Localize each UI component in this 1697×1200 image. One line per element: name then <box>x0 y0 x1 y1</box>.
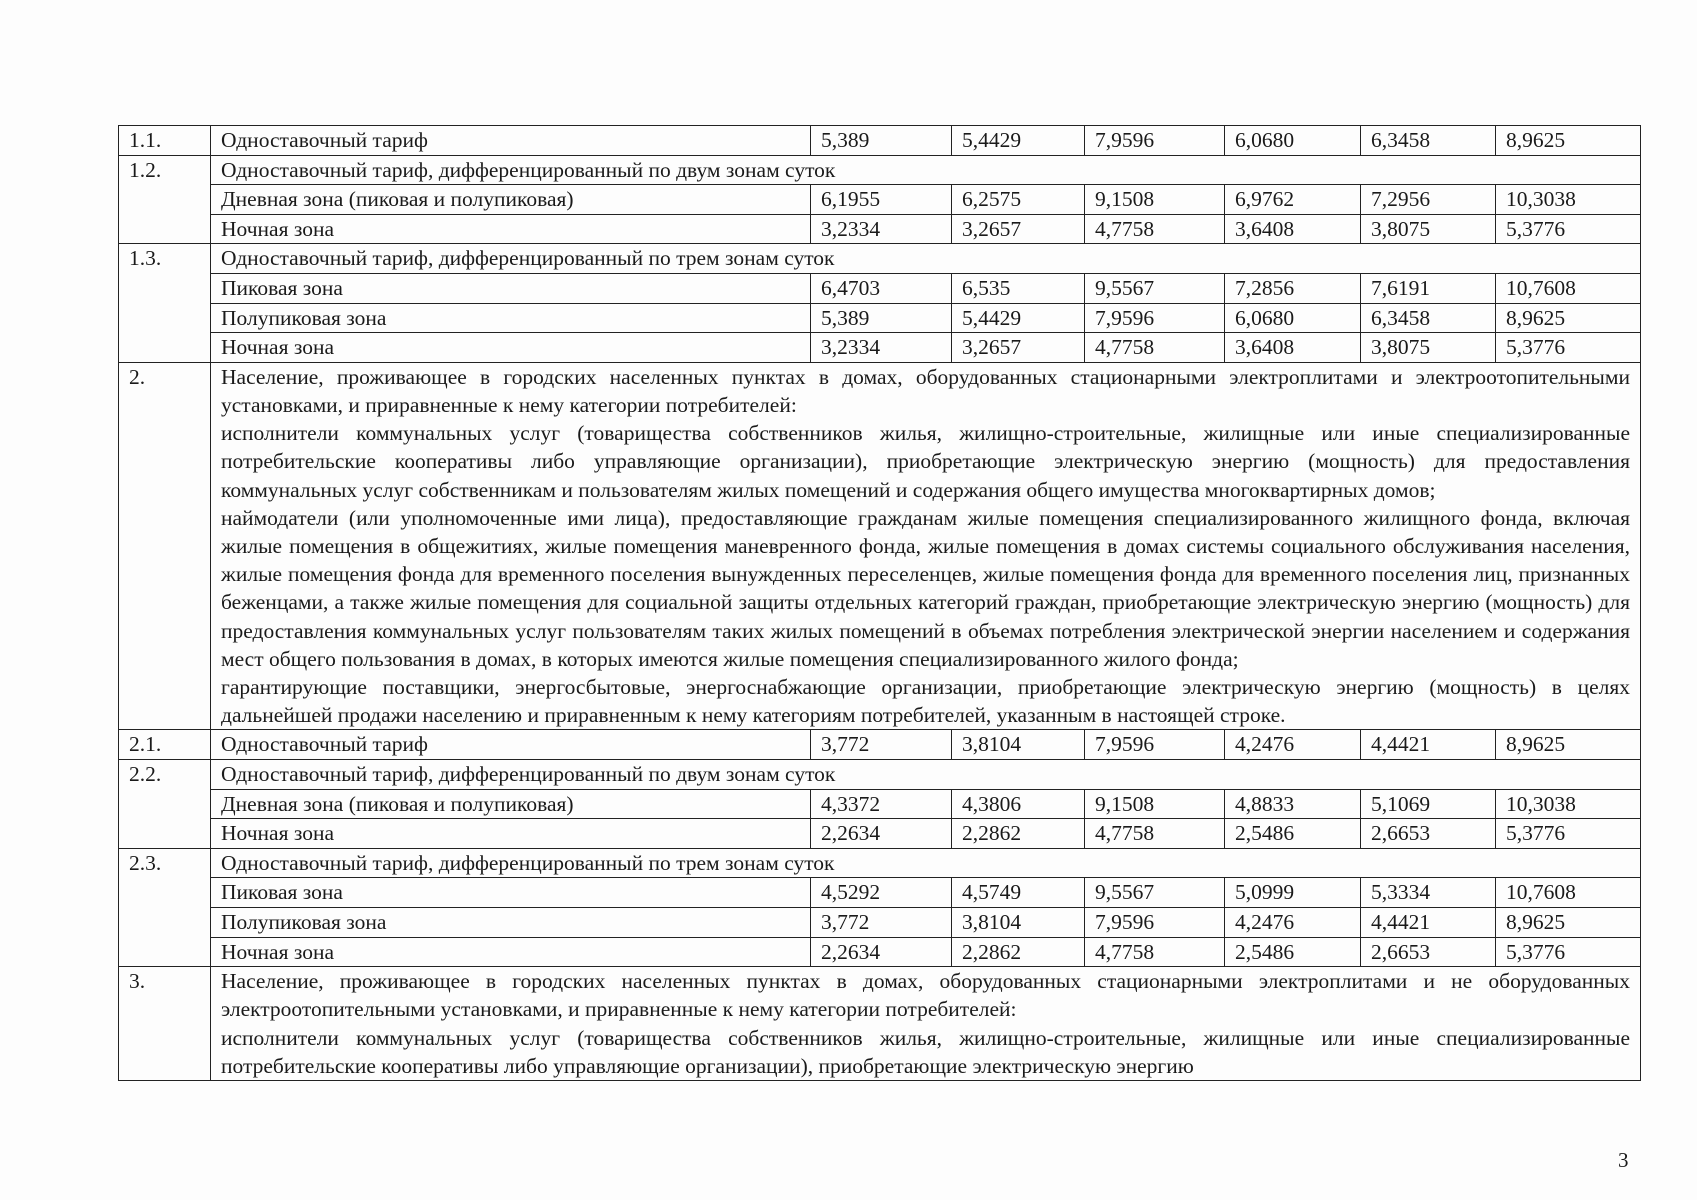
table-row <box>119 730 1641 760</box>
tariff-value: 4,2476 <box>1225 730 1361 760</box>
table-row <box>119 937 1641 967</box>
tariff-value: 10,3038 <box>1496 789 1641 819</box>
tariff-value: 4,7758 <box>1085 937 1225 967</box>
tariff-value: 8,9625 <box>1496 303 1641 333</box>
description-paragraph: Население, проживающее в городских населенных пунктах в домах, оборудованных стационарными электроплитами и не оборудованных электроотопительными установками, и приравненные к нему категории потребителей: <box>221 969 1630 1022</box>
row-number: 2.1. <box>119 730 211 760</box>
description-paragraph: гарантирующие поставщики, энергосбытовые, энергоснабжающие организации, приобретающие электрическую энергию (мощность) в целях дальнейшей продажи населению и приравненным к нему категориям потребителей, указанным в настоящей строке. <box>221 674 1630 728</box>
row-label: Ночная зона <box>211 819 811 849</box>
tariff-value: 4,7758 <box>1085 214 1225 244</box>
description-paragraph: наймодатели (или уполномоченные ими лица), предоставляющие гражданам жилые помещения специализированного жилищного фонда, включая жилые помещения в общежитиях, жилые помещения маневренного фонда, жилые помещения в домах системы социального обслуживания населения, жилые помещения фонда для временного поселения вынужденных переселенцев, жилые помещения фонда для временного поселения лиц, признанных беженцами, а также жилые помещения для социальной защиты отдельных категорий граждан, приобретающие электрическую энергию (мощность) для предоставления коммунальных услуг пользователям таких жилых помещений в объемах потребления электрической энергии населением и содержания мест общего пользования в домах, в которых имеются жилые помещения специализированного жилого фонда; <box>221 505 1630 671</box>
tariff-value: 2,6653 <box>1361 937 1496 967</box>
tariff-value: 2,2862 <box>952 819 1085 849</box>
tariff-value: 5,389 <box>811 126 952 156</box>
tariff-value: 6,3458 <box>1361 303 1496 333</box>
tariff-value: 6,0680 <box>1225 303 1361 333</box>
tariff-value: 3,772 <box>811 907 952 937</box>
tariff-value: 3,2334 <box>811 214 952 244</box>
row-label: Одноставочный тариф, дифференцированный по трем зонам суток <box>211 244 1641 274</box>
tariff-value: 5,0999 <box>1225 878 1361 908</box>
tariff-value: 10,7608 <box>1496 878 1641 908</box>
table-row <box>119 848 1641 878</box>
table-row <box>119 759 1641 789</box>
table-row <box>119 333 1641 363</box>
tariff-value: 5,3334 <box>1361 878 1496 908</box>
table-row <box>119 126 1641 156</box>
row-number: 1.1. <box>119 126 211 156</box>
table-row <box>119 273 1641 303</box>
tariff-value: 5,3776 <box>1496 937 1641 967</box>
table-row <box>119 185 1641 215</box>
row-label: Одноставочный тариф <box>211 730 811 760</box>
tariff-value: 5,389 <box>811 303 952 333</box>
tariff-value: 6,9762 <box>1225 185 1361 215</box>
table-row <box>119 155 1641 185</box>
tariff-value: 9,1508 <box>1085 789 1225 819</box>
tariff-value: 3,2334 <box>811 333 952 363</box>
tariff-table <box>118 125 1641 1081</box>
tariff-value: 3,8104 <box>952 907 1085 937</box>
tariff-value: 3,2657 <box>952 214 1085 244</box>
tariff-value: 5,1069 <box>1361 789 1496 819</box>
tariff-value: 5,4429 <box>952 126 1085 156</box>
tariff-value: 4,4421 <box>1361 907 1496 937</box>
tariff-value: 4,4421 <box>1361 730 1496 760</box>
table-row <box>119 967 1641 1081</box>
row-label: Одноставочный тариф, дифференцированный по двум зонам суток <box>211 759 1641 789</box>
row-label: Одноставочный тариф <box>211 126 811 156</box>
tariff-value: 5,3776 <box>1496 214 1641 244</box>
tariff-value: 6,0680 <box>1225 126 1361 156</box>
tariff-value: 8,9625 <box>1496 907 1641 937</box>
tariff-value: 3,8104 <box>952 730 1085 760</box>
tariff-value: 3,2657 <box>952 333 1085 363</box>
tariff-value: 5,3776 <box>1496 819 1641 849</box>
row-label: Ночная зона <box>211 214 811 244</box>
tariff-value: 9,5567 <box>1085 273 1225 303</box>
table-row <box>119 362 1641 730</box>
tariff-value: 4,8833 <box>1225 789 1361 819</box>
row-label: Пиковая зона <box>211 273 811 303</box>
row-label: Полупиковая зона <box>211 303 811 333</box>
tariff-value: 3,6408 <box>1225 214 1361 244</box>
row-label: Одноставочный тариф, дифференцированный по трем зонам суток <box>211 848 1641 878</box>
table-row <box>119 907 1641 937</box>
tariff-value: 3,772 <box>811 730 952 760</box>
tariff-value: 7,9596 <box>1085 303 1225 333</box>
category-description <box>211 362 1641 730</box>
tariff-value: 2,2634 <box>811 937 952 967</box>
table-row <box>119 878 1641 908</box>
table-row <box>119 303 1641 333</box>
tariff-value: 7,6191 <box>1361 273 1496 303</box>
tariff-value: 7,2856 <box>1225 273 1361 303</box>
description-paragraph: исполнители коммунальных услуг (товарищества собственников жилья, жилищно-строительные, жилищные или иные специализированные потребительские кооперативы либо управляющие организации), приобретающие электрическую энергию (мощность) для предоставления коммунальных услуг собственникам и пользователям жилых помещений и содержания общего имущества многоквартирных домов; <box>221 421 1630 502</box>
tariff-value: 2,6653 <box>1361 819 1496 849</box>
row-number: 1.3. <box>119 244 211 362</box>
row-number: 2.3. <box>119 848 211 966</box>
tariff-value: 2,5486 <box>1225 937 1361 967</box>
category-description <box>211 967 1641 1081</box>
tariff-value: 4,3372 <box>811 789 952 819</box>
tariff-value: 10,3038 <box>1496 185 1641 215</box>
tariff-value: 9,5567 <box>1085 878 1225 908</box>
tariff-value: 4,7758 <box>1085 819 1225 849</box>
tariff-value: 3,8075 <box>1361 214 1496 244</box>
row-number: 2. <box>119 362 211 730</box>
tariff-value: 2,2862 <box>952 937 1085 967</box>
row-label: Пиковая зона <box>211 878 811 908</box>
row-label: Ночная зона <box>211 937 811 967</box>
row-label: Одноставочный тариф, дифференцированный по двум зонам суток <box>211 155 1641 185</box>
tariff-value: 6,3458 <box>1361 126 1496 156</box>
tariff-value: 10,7608 <box>1496 273 1641 303</box>
tariff-value: 7,9596 <box>1085 907 1225 937</box>
tariff-value: 7,9596 <box>1085 126 1225 156</box>
tariff-value: 8,9625 <box>1496 730 1641 760</box>
tariff-value: 2,5486 <box>1225 819 1361 849</box>
tariff-value: 4,2476 <box>1225 907 1361 937</box>
tariff-value: 9,1508 <box>1085 185 1225 215</box>
tariff-value: 6,4703 <box>811 273 952 303</box>
table-row <box>119 214 1641 244</box>
row-label: Полупиковая зона <box>211 907 811 937</box>
tariff-value: 4,5749 <box>952 878 1085 908</box>
row-number: 2.2. <box>119 759 211 848</box>
table-row <box>119 819 1641 849</box>
tariff-value: 6,1955 <box>811 185 952 215</box>
row-label: Дневная зона (пиковая и полупиковая) <box>211 789 811 819</box>
tariff-value: 5,3776 <box>1496 333 1641 363</box>
tariff-value: 4,7758 <box>1085 333 1225 363</box>
table-row <box>119 244 1641 274</box>
tariff-value: 7,9596 <box>1085 730 1225 760</box>
page-number: 3 <box>1618 1148 1629 1172</box>
row-number: 1.2. <box>119 155 211 244</box>
table-row <box>119 789 1641 819</box>
tariff-value: 6,535 <box>952 273 1085 303</box>
tariff-value: 4,3806 <box>952 789 1085 819</box>
tariff-value: 3,6408 <box>1225 333 1361 363</box>
tariff-value: 2,2634 <box>811 819 952 849</box>
tariff-value: 7,2956 <box>1361 185 1496 215</box>
tariff-value: 6,2575 <box>952 185 1085 215</box>
tariff-value: 8,9625 <box>1496 126 1641 156</box>
tariff-value: 4,5292 <box>811 878 952 908</box>
row-label: Дневная зона (пиковая и полупиковая) <box>211 185 811 215</box>
description-paragraph: Население, проживающее в городских населенных пунктах в домах, оборудованных стационарными электроплитами и электроотопительными установками, и приравненные к нему категории потребителей: <box>221 364 1630 417</box>
row-label: Ночная зона <box>211 333 811 363</box>
description-paragraph: исполнители коммунальных услуг (товарищества собственников жилья, жилищно-строительные, жилищные или иные специализированные потребительские кооперативы либо управляющие организации), приобретающие электрическую энергию <box>221 1025 1630 1078</box>
tariff-value: 5,4429 <box>952 303 1085 333</box>
tariff-value: 3,8075 <box>1361 333 1496 363</box>
row-number: 3. <box>119 967 211 1081</box>
